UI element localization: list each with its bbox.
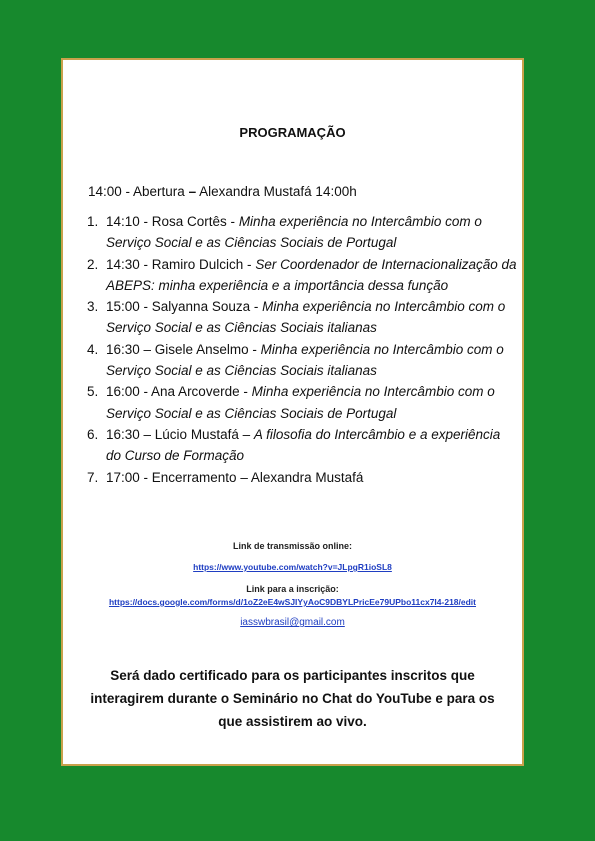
email-link[interactable]: iasswbrasil@gmail.com xyxy=(240,617,345,628)
program-item xyxy=(87,381,517,424)
page-title: PROGRAMAÇÃO xyxy=(239,125,346,140)
item-head: 15:00 - Salyanna Souza - xyxy=(106,299,263,315)
opening-time: 14:00 - Abertura xyxy=(88,184,185,199)
item-head: 16:30 – Lúcio Mustafá – xyxy=(106,426,254,442)
opening-line xyxy=(88,184,357,199)
item-head: 16:00 - Ana Arcoverde - xyxy=(106,384,252,400)
item-number: 4. xyxy=(87,341,99,357)
program-item xyxy=(87,254,517,297)
item-title: Minha experiência no Intercâmbio com o Serviço Social e as Ciências Sociais de Portugal xyxy=(106,384,495,421)
item-number: 5. xyxy=(87,384,99,400)
item-head: 14:30 - Ramiro Dulcich - xyxy=(106,256,256,272)
item-number: 1. xyxy=(87,214,99,229)
opening-host: Alexandra Mustafá 14:00h xyxy=(199,184,357,199)
item-number: 2. xyxy=(87,256,99,272)
program-sheet xyxy=(61,58,524,766)
item-title: Ser Coordenador de Internacionalização da ABEPS: minha experiência e a importância dessa função xyxy=(106,256,517,293)
item-title: A filosofia do Intercâmbio e a experiência do Curso de Formação xyxy=(106,426,501,464)
item-title: Minha experiência no Intercâmbio com o Serviço Social e as Ciências Sociais italianas xyxy=(106,341,504,379)
transmission-link[interactable]: https://www.youtube.com/watch?v=JLpgR1ioSL8 xyxy=(193,562,392,572)
item-title: Minha experiência no Intercâmbio com o Serviço Social e as Ciências Sociais italianas xyxy=(106,299,506,336)
item-number: 3. xyxy=(87,299,99,315)
registration-label: Link para a inscrição: xyxy=(246,584,339,594)
program-item xyxy=(87,296,517,339)
transmission-label: Link de transmissão online: xyxy=(232,541,353,551)
program-item xyxy=(87,424,517,467)
program-item xyxy=(87,339,517,382)
program-list xyxy=(87,211,517,488)
program-item xyxy=(87,467,517,488)
item-head: 16:30 – Gisele Anselmo - xyxy=(106,341,261,357)
program-item xyxy=(87,211,517,254)
registration-link[interactable]: https://docs.google.com/forms/d/1oZ2eE4wSJlYyAoC9DBYLPricEe79UPbo11cx7I4-218/edit xyxy=(108,597,477,607)
item-head: 14:10 - Rosa Cortês - xyxy=(106,214,239,229)
certificate-notice: Será dado certificado para os participantes inscritos que interagirem durante o Seminário no Chat do YouTube e para os que assistirem ao vivo. xyxy=(90,668,495,729)
item-title: Minha experiência no Intercâmbio com o Serviço Social e as Ciências Sociais de Portugal xyxy=(106,214,482,251)
opening-dash: – xyxy=(188,184,197,199)
item-number: 7. xyxy=(87,469,99,485)
item-number: 6. xyxy=(87,426,99,442)
item-head: 17:00 - Encerramento – Alexandra Mustafá xyxy=(106,469,364,485)
